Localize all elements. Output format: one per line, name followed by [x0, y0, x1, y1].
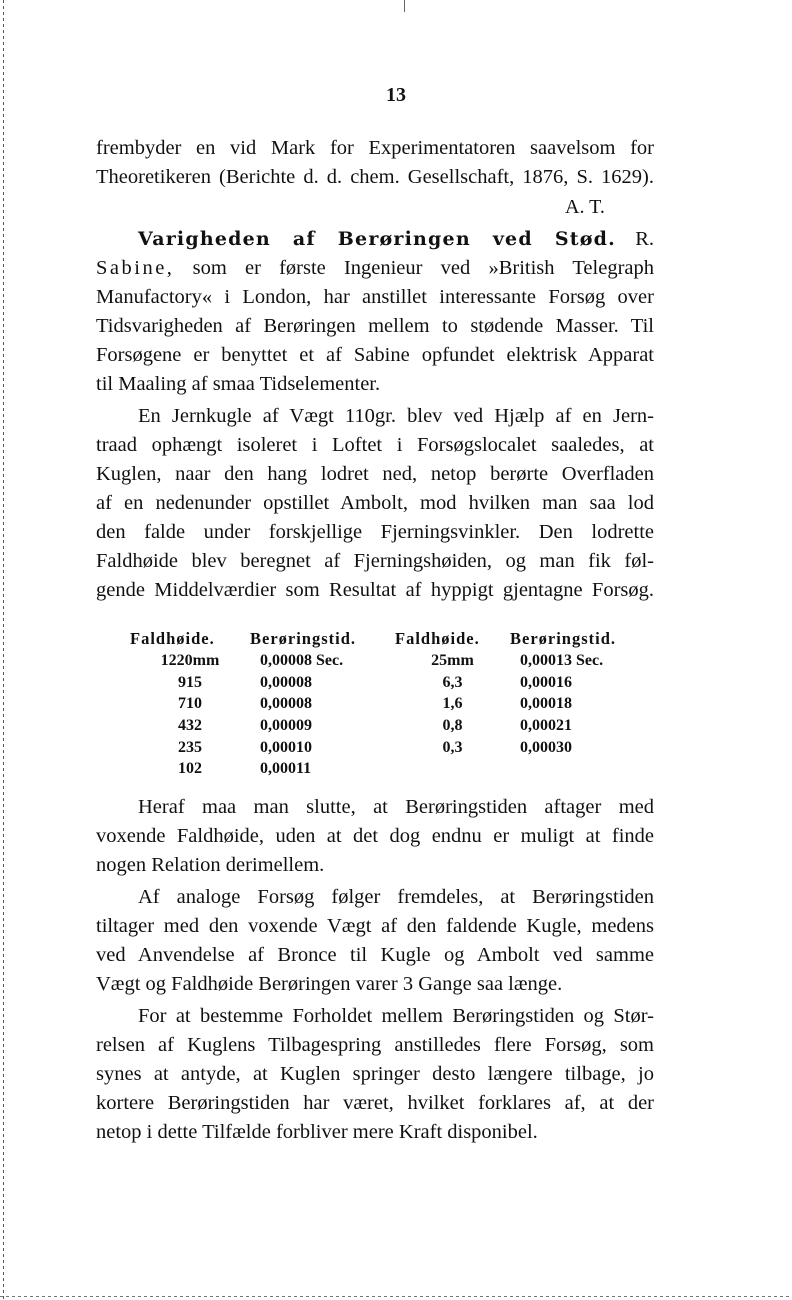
- table-cell: 0,00009: [260, 716, 312, 734]
- column-header: Faldhøide.: [395, 629, 480, 648]
- table-cell: 0,3: [442, 738, 463, 756]
- page-edge-left: [3, 0, 4, 1300]
- text-line: nogen Relation derimellem.: [96, 854, 325, 876]
- text-line: traad ophængt isoleret i Loftet i Forsøgslocalet saaledes, at: [96, 434, 654, 456]
- column-header: Berøringstid.: [510, 629, 617, 648]
- text-line: Af analoge Forsøg følger fremdeles, at Berøringstiden: [138, 886, 654, 908]
- text-line: synes at antyde, at Kuglen springer desto længere tilbage, jo: [96, 1063, 654, 1085]
- page-tick-mark: [404, 0, 405, 12]
- table-row: [130, 672, 650, 694]
- text-line: Faldhøide blev beregnet af Fjerningshøiden, og man fik føl-: [96, 550, 654, 572]
- text-line: voxende Faldhøide, uden at det dog endnu er muligt at finde: [96, 825, 654, 847]
- text-line: kortere Berøringstiden har været, hvilket forklares af, at der: [96, 1092, 654, 1114]
- column-header: Faldhøide.: [130, 629, 215, 648]
- page-number: 13: [386, 84, 406, 106]
- table-cell: [395, 758, 510, 780]
- section-heading-line: [138, 226, 654, 252]
- column-header: Berøringstid.: [250, 629, 357, 648]
- text-line: af en nedenunder opstillet Ambolt, mod hvilken man saa lod: [96, 492, 654, 514]
- table-cell: 432: [178, 716, 202, 734]
- table-cell: 0,00013 Sec.: [520, 651, 604, 669]
- table-cell: 0,00021: [520, 716, 572, 734]
- table-cell: 0,00010: [260, 738, 312, 756]
- table-cell: 915: [178, 673, 202, 691]
- table-cell: 0,8: [442, 716, 463, 734]
- table-cell: 1,6: [442, 695, 463, 713]
- text-line: En Jernkugle af Vægt 110gr. blev ved Hjælp af en Jern-: [138, 405, 654, 427]
- text-line: Kuglen, naar den hang lodret ned, netop berørte Overfladen: [96, 463, 654, 485]
- text-line: ved Anvendelse af Bronce til Kugle og Ambolt ved samme: [96, 944, 654, 966]
- text-line: gende Middelværdier som Resultat af hyppigt gjentagne Forsøg.: [96, 579, 654, 601]
- text-line: den falde under forskjellige Fjerningsvinkler. Den lodrette: [96, 521, 654, 543]
- text-line: Manufactory« i London, har anstillet interessante Forsøg over: [96, 286, 654, 308]
- table-cell: 0,00016: [520, 673, 572, 691]
- table-cell: 1220mm: [160, 651, 220, 669]
- text-line: For at bestemme Forholdet mellem Berøringstiden og Stør-: [138, 1005, 654, 1027]
- text-line: Theoretikeren (Berichte d. d. chem. Gesellschaft, 1876, S. 1629).: [96, 166, 654, 188]
- text-line: Heraf maa man slutte, at Berøringstiden aftager med: [138, 796, 654, 818]
- table-header-row: [130, 628, 650, 650]
- author-name: Sabine,: [96, 257, 175, 279]
- text-line: netop i dette Tilfælde forbliver mere Kraft disponibel.: [96, 1121, 538, 1143]
- text-line: [96, 255, 654, 281]
- table-cell: 235: [178, 738, 202, 756]
- text-line: frembyder en vid Mark for Experimentatoren saavelsom for: [96, 137, 654, 159]
- table-cell: [510, 758, 650, 780]
- author-initials: A. T.: [565, 196, 605, 218]
- table-cell: 0,00030: [520, 738, 572, 756]
- text-line: tiltager med den voxende Vægt af den faldende Kugle, medens: [96, 915, 654, 937]
- table-cell: 25mm: [431, 651, 474, 669]
- table-row: [130, 693, 650, 715]
- text-line: Vægt og Faldhøide Berøringen varer 3 Gange saa længe.: [96, 973, 563, 995]
- table-cell: 0,00018: [520, 695, 572, 713]
- table-cell: 0,00008: [260, 695, 312, 713]
- table-cell: 6,3: [442, 673, 463, 691]
- text-line: Tidsvarigheden af Berøringen mellem to stødende Masser. Til: [96, 315, 654, 337]
- table-cell: 0,00011: [260, 760, 312, 778]
- text-line: relsen af Kuglens Tilbagespring anstilledes flere Forsøg, som: [96, 1034, 654, 1056]
- section-heading: Varigheden af Berøringen ved Stød.: [138, 228, 616, 250]
- table-cell: 0,00008: [260, 673, 312, 691]
- table-cell: 710: [178, 695, 202, 713]
- text-line: til Maaling af smaa Tidselementer.: [96, 373, 381, 395]
- table-row: [130, 758, 650, 780]
- table-cell: 0,00008 Sec.: [260, 651, 344, 669]
- table-row: [130, 737, 650, 759]
- table-cell: 102: [178, 760, 202, 778]
- table-row: [130, 715, 650, 737]
- author-initial: R.: [635, 228, 654, 250]
- table-row: [130, 650, 650, 672]
- text-line: Forsøgene er benyttet et af Sabine opfundet elektrisk Apparat: [96, 344, 654, 366]
- page-edge-bottom: [0, 1296, 792, 1297]
- text-span: som er første Ingenieur ved »British Telegraph: [192, 257, 654, 279]
- measurement-table: [130, 628, 650, 780]
